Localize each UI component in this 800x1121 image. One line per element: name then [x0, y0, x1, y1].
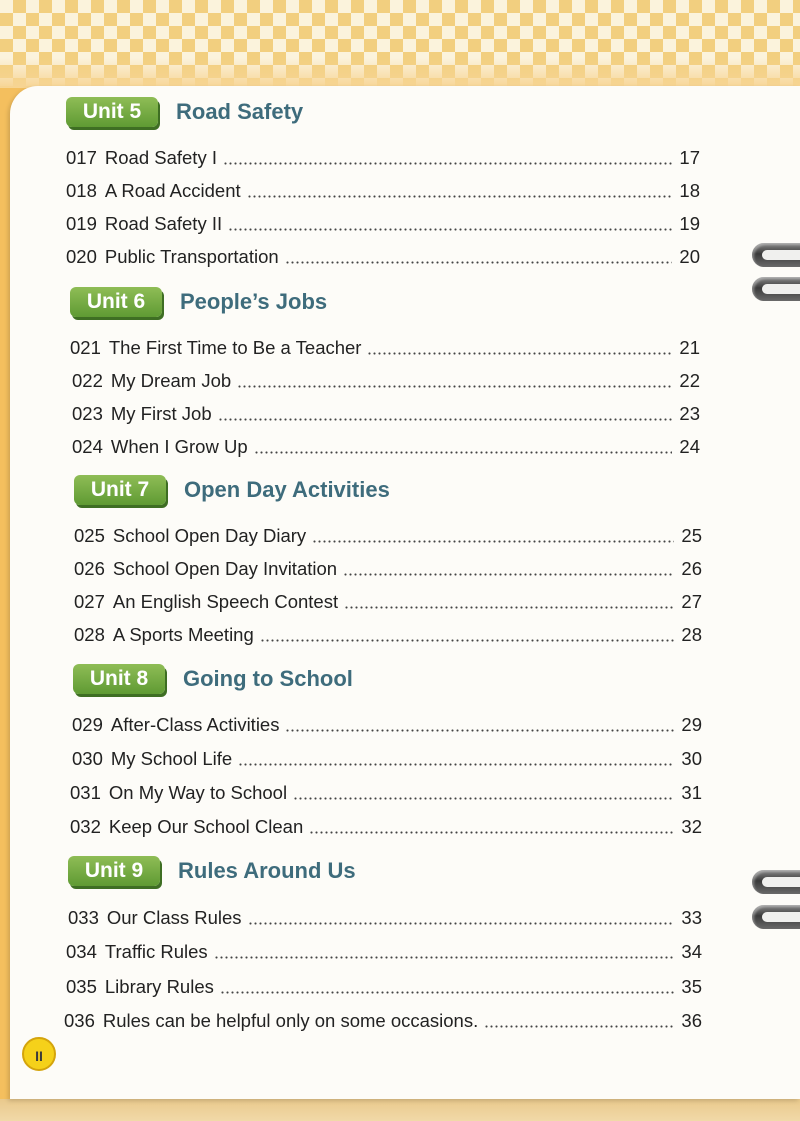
- entry-page: 33: [681, 907, 702, 928]
- entry-code: 034: [66, 941, 97, 962]
- toc-entry[interactable]: [72, 745, 702, 771]
- entry-code: 036: [64, 1010, 95, 1031]
- entry-code: 023: [72, 403, 103, 424]
- unit-title: Rules Around Us: [178, 858, 356, 883]
- toc-entry[interactable]: [70, 779, 702, 805]
- page-number-badge: II: [22, 1037, 56, 1071]
- unit-title: Open Day Activities: [184, 477, 390, 502]
- entry-code: 032: [70, 816, 101, 837]
- dot-leader: [309, 831, 674, 834]
- entry-code: 030: [72, 748, 103, 769]
- entry-title: My Dream Job: [110, 370, 232, 391]
- toc-entry[interactable]: [74, 621, 702, 647]
- dot-leader: [484, 1025, 674, 1028]
- toc-entry[interactable]: [66, 973, 702, 999]
- entry-page: 32: [681, 816, 702, 837]
- toc-entry[interactable]: [64, 1007, 702, 1033]
- unit-title: Going to School: [183, 666, 353, 691]
- entry-title: My School Life: [110, 748, 233, 769]
- entry-title: On My Way to School: [108, 782, 288, 803]
- entry-code: 029: [72, 714, 103, 735]
- entry-code: 027: [74, 591, 105, 612]
- toc-entry[interactable]: [66, 177, 700, 203]
- entry-page: 26: [681, 558, 702, 579]
- entry-title: My First Job: [110, 403, 212, 424]
- entry-page: 25: [681, 525, 702, 546]
- toc-entry[interactable]: [66, 144, 700, 170]
- entry-page: 22: [679, 370, 700, 391]
- page-bottom-edge: [0, 1099, 800, 1121]
- entry-title: School Open Day Invitation: [112, 558, 338, 579]
- dot-leader: [218, 418, 672, 421]
- unit-title: Road Safety: [176, 99, 304, 124]
- entry-title: Rules can be helpful only on some occasions.: [102, 1010, 479, 1031]
- dot-leader: [228, 228, 672, 231]
- entry-title: When I Grow Up: [110, 436, 248, 457]
- entry-page: 19: [679, 213, 700, 234]
- dot-leader: [238, 763, 674, 766]
- toc-entry[interactable]: [72, 433, 700, 459]
- toc-entry[interactable]: [68, 904, 702, 930]
- entry-code: 024: [72, 436, 103, 457]
- entry-page: 20: [679, 246, 700, 267]
- entry-title: A Road Accident: [104, 180, 241, 201]
- dot-leader: [285, 261, 672, 264]
- toc-entry[interactable]: [70, 813, 702, 839]
- entry-page: 31: [681, 782, 702, 803]
- entry-code: 022: [72, 370, 103, 391]
- binder-ring-icon: [752, 870, 800, 894]
- entry-title: After-Class Activities: [110, 714, 280, 735]
- entry-code: 017: [66, 147, 97, 168]
- entry-title: Traffic Rules: [104, 941, 208, 962]
- toc-entry[interactable]: [66, 243, 700, 269]
- entry-code: 033: [68, 907, 99, 928]
- toc-entry[interactable]: [72, 711, 702, 737]
- entry-code: 026: [74, 558, 105, 579]
- entry-code: 020: [66, 246, 97, 267]
- entry-page: 28: [681, 624, 702, 645]
- entry-title: An English Speech Contest: [112, 591, 339, 612]
- entry-code: 035: [66, 976, 97, 997]
- toc-entry[interactable]: [74, 522, 702, 548]
- entry-page: 17: [679, 147, 700, 168]
- entry-title: Keep Our School Clean: [108, 816, 304, 837]
- dot-leader: [285, 729, 674, 732]
- entry-code: 019: [66, 213, 97, 234]
- dot-leader: [223, 162, 672, 165]
- entry-page: 24: [679, 436, 700, 457]
- dot-leader: [254, 451, 672, 454]
- dot-leader: [237, 385, 672, 388]
- unit-badge: Unit 6: [70, 287, 162, 317]
- entry-title: Our Class Rules: [106, 907, 242, 928]
- entry-title: Road Safety II: [104, 213, 223, 234]
- entry-title: School Open Day Diary: [112, 525, 307, 546]
- entry-title: The First Time to Be a Teacher: [108, 337, 362, 358]
- entry-page: 27: [681, 591, 702, 612]
- entry-page: 30: [681, 748, 702, 769]
- toc-entry[interactable]: [74, 588, 702, 614]
- dot-leader: [248, 922, 674, 925]
- dot-leader: [312, 540, 674, 543]
- binder-ring-icon: [752, 243, 800, 267]
- entry-code: 021: [70, 337, 101, 358]
- dot-leader: [343, 573, 674, 576]
- binder-ring-icon: [752, 905, 800, 929]
- toc-entry[interactable]: [66, 210, 700, 236]
- entry-page: 21: [679, 337, 700, 358]
- unit-badge: Unit 7: [74, 475, 166, 505]
- entry-code: 025: [74, 525, 105, 546]
- header-fade: [0, 58, 800, 88]
- entry-page: 18: [679, 180, 700, 201]
- entry-code: 018: [66, 180, 97, 201]
- entry-code: 031: [70, 782, 101, 803]
- toc-entry[interactable]: [72, 400, 700, 426]
- entry-page: 29: [681, 714, 702, 735]
- entry-page: 23: [679, 403, 700, 424]
- entry-title: A Sports Meeting: [112, 624, 254, 645]
- unit-badge: Unit 5: [66, 97, 158, 127]
- dot-leader: [367, 352, 672, 355]
- entry-title: Public Transportation: [104, 246, 279, 267]
- binder-ring-icon: [752, 277, 800, 301]
- entry-page: 35: [681, 976, 702, 997]
- unit-badge: Unit 9: [68, 856, 160, 886]
- unit-badge: Unit 8: [73, 664, 165, 694]
- toc-entry[interactable]: [66, 938, 702, 964]
- toc-entry[interactable]: [74, 555, 702, 581]
- dot-leader: [260, 639, 674, 642]
- dot-leader: [293, 797, 674, 800]
- toc-entry[interactable]: [72, 367, 700, 393]
- entry-page: 34: [681, 941, 702, 962]
- dot-leader: [220, 991, 674, 994]
- entry-code: 028: [74, 624, 105, 645]
- dot-leader: [247, 195, 672, 198]
- entry-page: 36: [681, 1010, 702, 1031]
- unit-title: People’s Jobs: [180, 289, 328, 314]
- toc-entry[interactable]: [70, 334, 700, 360]
- dot-leader: [344, 606, 674, 609]
- entry-title: Road Safety I: [104, 147, 217, 168]
- dot-leader: [214, 956, 674, 959]
- entry-title: Library Rules: [104, 976, 214, 997]
